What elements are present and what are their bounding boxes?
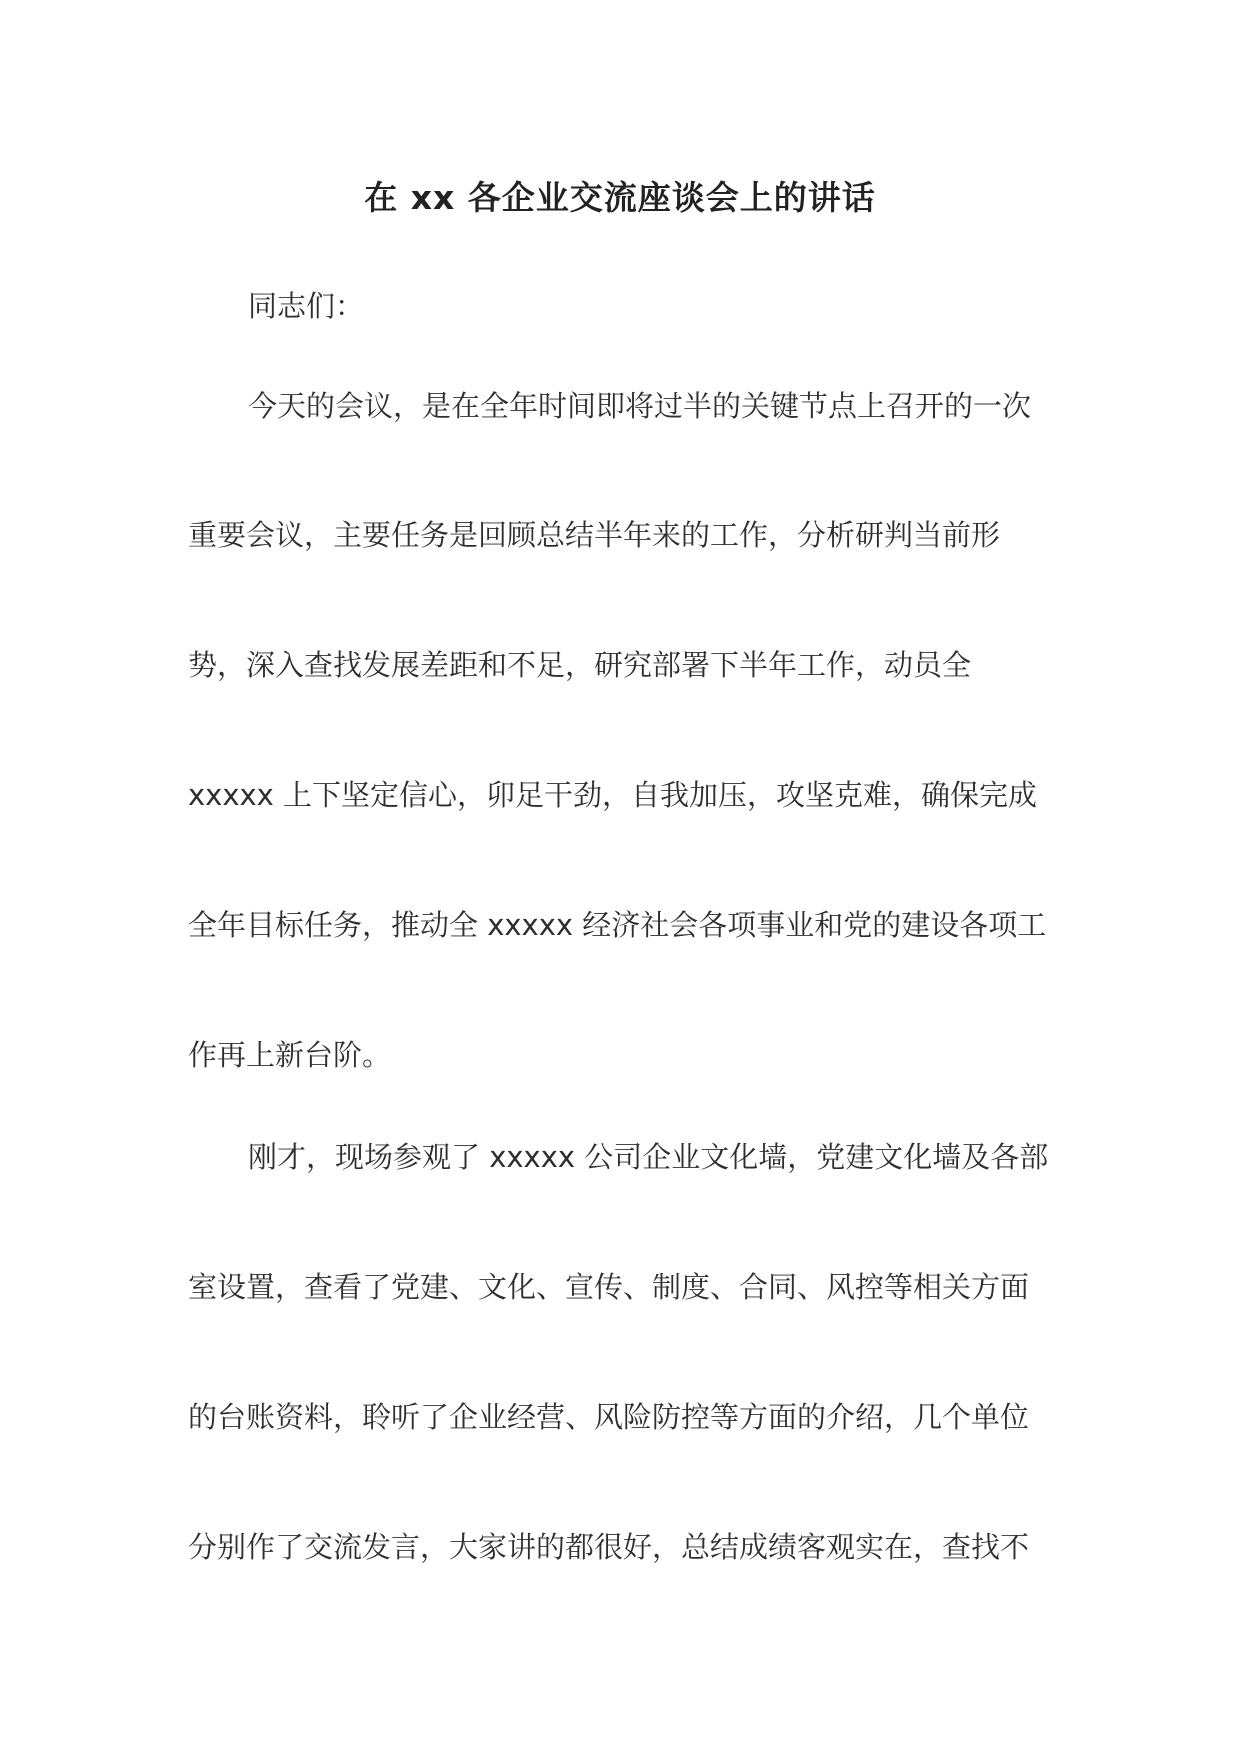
paragraph-2-line-4: 分别作了交流发言，大家讲的都很好，总结成绩客观实在，查找不 — [188, 1530, 1030, 1564]
salutation: 同志们： — [248, 289, 365, 323]
paragraph-2-line-1: 刚才，现场参观了 xxxxx 公司企业文化墙，党建文化墙及各部 — [248, 1140, 1049, 1174]
document-title: 在 xx 各企业交流座谈会上的讲话 — [364, 178, 876, 217]
paragraph-1-line-2: 重要会议，主要任务是回顾总结半年来的工作，分析研判当前形 — [188, 518, 1001, 552]
paragraph-1-line-6: 作再上新台阶。 — [188, 1038, 392, 1072]
paragraph-1-line-1: 今天的会议，是在全年时间即将过半的关键节点上召开的一次 — [248, 389, 1032, 423]
paragraph-1-line-3: 势，深入查找发展差距和不足，研究部署下半年工作，动员全 — [188, 648, 972, 682]
paragraph-2-line-3: 的台账资料，聆听了企业经营、风险防控等方面的介绍，几个单位 — [188, 1400, 1030, 1434]
paragraph-1-line-5: 全年目标任务，推动全 xxxxx 经济社会各项事业和党的建设各项工 — [188, 908, 1047, 942]
paragraph-2-line-2: 室设置，查看了党建、文化、宣传、制度、合同、风控等相关方面 — [188, 1270, 1030, 1304]
paragraph-1-line-4: xxxxx 上下坚定信心，卯足干劲，自我加压，攻坚克难，确保完成 — [188, 778, 1038, 812]
